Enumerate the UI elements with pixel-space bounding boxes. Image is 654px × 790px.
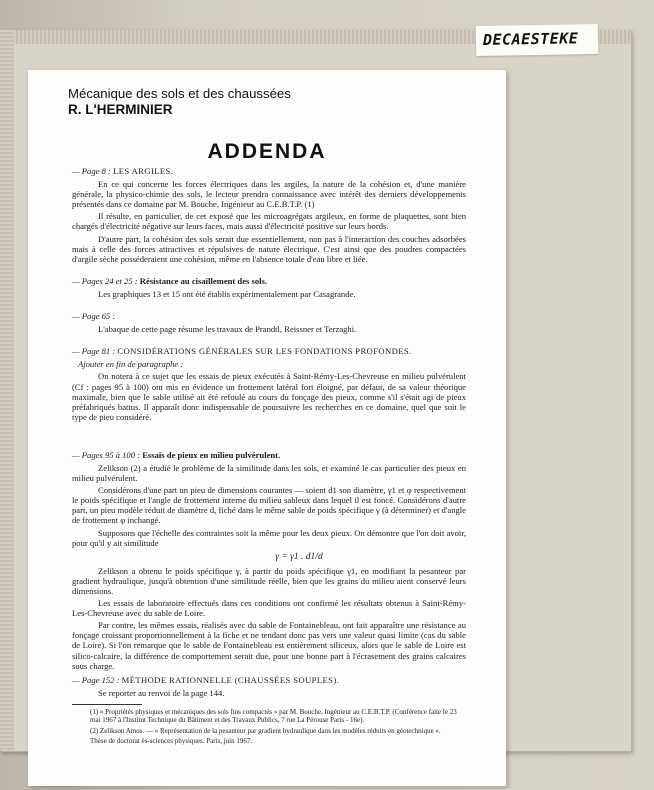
section-page-152 xyxy=(72,675,466,685)
section-pages-95-100 xyxy=(72,450,466,460)
section-ref: — Page 65 : xyxy=(72,311,116,322)
footnote-divider xyxy=(72,704,142,705)
instruction: Ajouter en fin de paragraphe : xyxy=(78,359,184,370)
paragraph: Par contre, les mêmes essais, réalisés avec du sable de Fontainebleau, ont fait apparaître une résistance au fonçage croissant proportionnellement à la fiche et ne tendant donc pas vers une valeur quasi limite (cas du sable de Loire). Si l'on remarque que le sable de Fontainebleau est entièrement siliceux, alors que le sable de Loire est silico-calcaire, la différence de comportement serait due, pour une bonne part à l'écrasement des grains calcaires sous charge. xyxy=(72,620,466,671)
section-heading: CONSIDÉRATIONS GÉNÉRALES SUR LES FONDATIONS PROFONDES. xyxy=(117,346,412,357)
handwritten-label xyxy=(476,24,599,56)
paragraph: Les graphiques 13 et 15 ont été établis expérimentalement par Casagrande. xyxy=(98,288,356,299)
paragraph: Se reporter au renvoi de la page 144. xyxy=(98,687,225,698)
section-heading: LES ARGILES. xyxy=(113,166,174,176)
addenda-sheet xyxy=(28,70,506,786)
cover-binding-spine xyxy=(0,30,14,750)
section-heading: MÉTHODE RATIONNELLE (CHAUSSÉES SOUPLES). xyxy=(121,674,340,685)
paragraph: D'autre part, la cohésion des sols serait due essentiellement, non pas à l'interaction des couches adsorbées mais à celle des forces attractives et répulsives de nature électrique. C'est ainsi que des poudres compactées d'argile sèche posséderaient une cohésion, même en l'absence totale d'eau libre et liée. xyxy=(72,233,466,264)
section-ref: — Page 152 : xyxy=(72,674,122,685)
similitude-equation: γ = γ1 . d1/d xyxy=(275,551,323,562)
paragraph: Supposons que l'échelle des contraintes soit la même pour les deux pieux. On démontre que l'on doit avoir, pour qu'il y ait similitude xyxy=(72,527,466,548)
paragraph: Zelikson a obtenu le poids spécifique γ, à partir du poids spécifique γ1, en modifiant la pesanteur par gradient hydraulique, jusqu'à obtention d'une similitude réelle, bien que les grains du milieu aient conservé leurs dimensions. xyxy=(72,565,466,596)
book-author: R. L'HERMINIER xyxy=(68,102,173,117)
paragraph: Considérons d'une part un pieu de dimensions courantes — soient d1 son diamètre, γ1 et φ respectivement le poids spécifique et l'angle de frottement interne du milieu sableux dans lequel il est foncé. Considérons d'autre part, un pieu modèle réduit de diamètre d, fiché dans le même sable de poids spécifique γ (à déterminer) et d'angle de frottement φ inchangé. xyxy=(72,485,466,526)
section-page-8 xyxy=(72,166,466,176)
section-pages-24-25 xyxy=(72,276,466,286)
paragraph: En ce qui concerne les forces électriques dans les argiles, la nature de la cohésion et, d'une manière générale, la physico-chimie des sols, le lecteur prendra connaissance avec intérêt des derniers développements présentés dans ce domaine par M. Bouche, Ingénieur au C.E.B.T.P. (1) xyxy=(72,179,466,210)
paragraph: On notera à ce sujet que les essais de pieux exécutés à Saint-Rémy-Les-Chevreuse en milieu pulvérulent (Cf : pages 95 à 100) ont mis en évidence un frottement latéral fort éloigné, par défaut, de sa valeur théorique maximale, bien que le sable utilisé ait été refoulé au cours du fonçage des pieux, comme s'il s'était agi de pieux préfabriqués battus. Il apparaît donc indispensable de poursuivre les recherches en ce domaine, quel que soit le type de pieu considéré. xyxy=(72,371,466,422)
footnote: (2) Zelikson Amos. — « Représentation de la pesanteur par gradient hydraulique dans les modèles réduits en géotechnique ». xyxy=(90,726,441,735)
footnote: (1) « Propriétés physiques et mécaniques des sols fins compactés » par M. Bouche, Ingénieur au C.E.B.T.P. (Conférence faite le 23 mai 1967 à l'Institut Technique du Bâtiment et des Travaux Publics, 7 rue La Pérouse Paris - 16e). xyxy=(90,707,457,725)
paragraph: Les essais de laboratoire effectués dans ces conditions ont confirmé les résultats obtenus à Saint-Rémy-Les-Chevreuse avec du sable de Loire. xyxy=(72,598,466,619)
paragraph: L'abaque de cette page résume les travaux de Prandtl, Reissner et Terzaghi. xyxy=(98,324,357,335)
document-body xyxy=(72,166,466,748)
page-title: ADDENDA xyxy=(207,140,327,163)
section-heading: Essais de pieux en milieu pulvérulent. xyxy=(142,449,281,460)
book-subtitle: Mécanique des sols et des chaussées xyxy=(68,86,291,101)
section-ref: — Pages 24 et 25 : xyxy=(72,275,140,286)
paragraph: Zelikson (2) a étudié le problème de la similitude dans les sols, et examiné le cas particulier des pieux en milieu pulvérulent. xyxy=(72,462,466,484)
handwritten-label-text: DECAESTEKE xyxy=(482,29,579,49)
paragraph: Il résulte, en particulier, de cet exposé que les microagrégats argileux, en forme de plaquettes, sont bien chargés d'électricité négative sur leurs faces, mais aussi d'électricité positive sur leurs bords. xyxy=(72,211,466,232)
section-ref: — Pages 95 à 100 : xyxy=(72,449,143,460)
section-page-65 xyxy=(72,311,466,321)
section-page-81 xyxy=(72,346,466,356)
section-ref: — Page 81 : xyxy=(72,346,118,357)
section-ref: — Page 8 : xyxy=(72,166,114,176)
footnote: Thèse de doctorat ès-sciences physiques. Paris, juin 1967. xyxy=(90,737,253,746)
section-heading: Résistance au cisaillement des sols. xyxy=(139,275,268,286)
